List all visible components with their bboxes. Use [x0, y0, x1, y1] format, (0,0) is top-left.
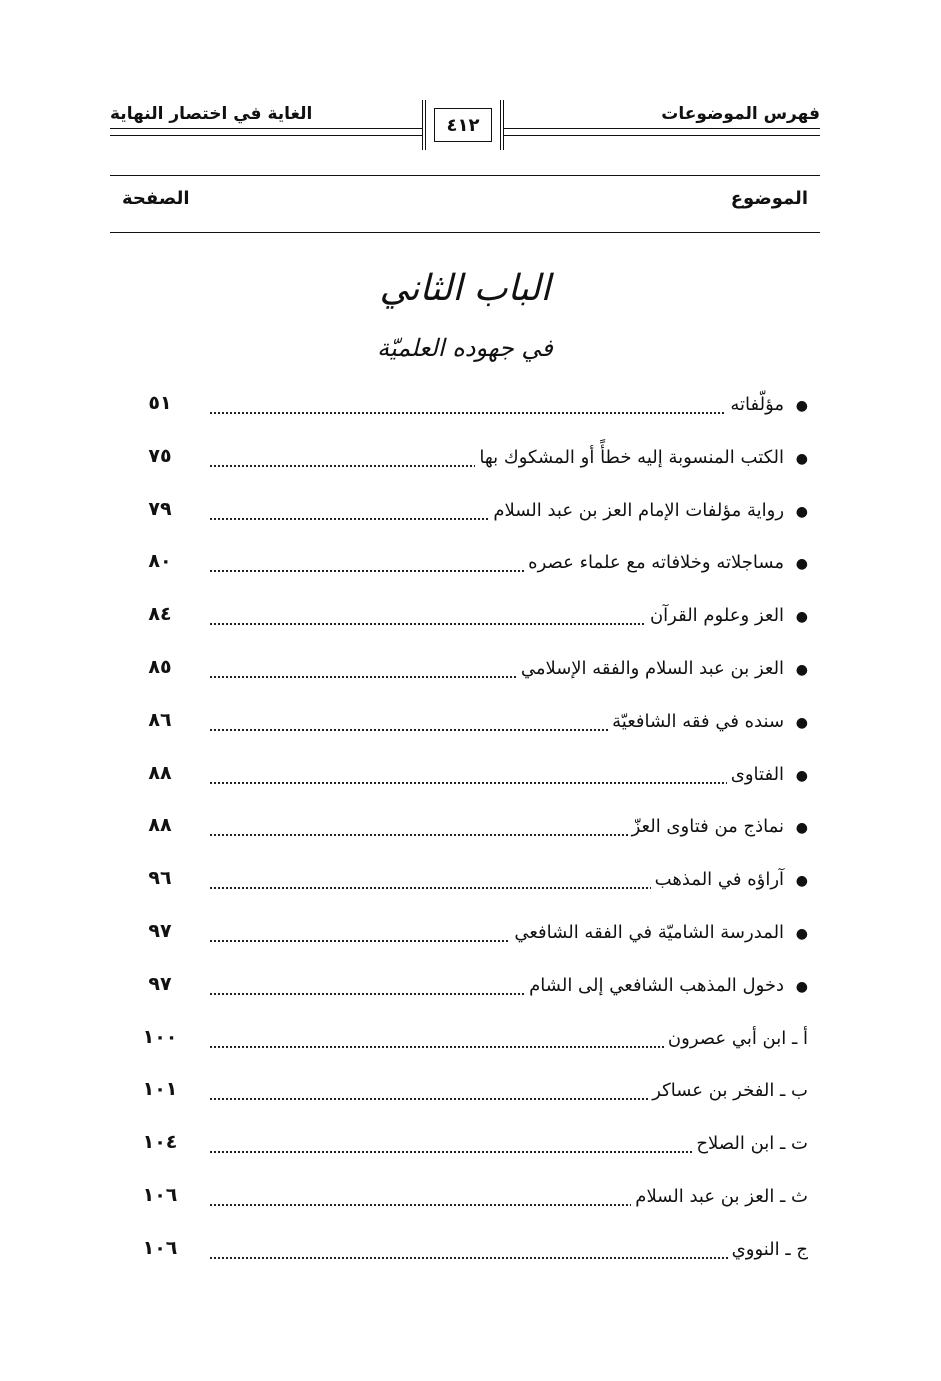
toc-entry [110, 914, 820, 967]
toc-entry [110, 492, 820, 545]
bullet-icon: ● [795, 767, 808, 784]
toc-entry-title [726, 394, 808, 415]
toc-entry-page-number: ٨٠ [148, 550, 172, 573]
toc-entry [110, 439, 820, 492]
toc-entry-label: نماذج من فتاوى العزّ [631, 816, 790, 838]
toc-entry-title [631, 1186, 808, 1207]
toc-entry-label: الكتب المنسوبة إليه خطأً أو المشكوك بها [479, 446, 790, 468]
bullet-icon: ● [795, 503, 808, 520]
toc-entry-label: الفتاوى [730, 763, 790, 785]
bullet-icon: ● [795, 450, 808, 467]
toc-entry-page-number: ٨٨ [148, 761, 172, 784]
running-head-section-title: فهرس الموضوعات [661, 104, 820, 124]
column-headers [110, 188, 820, 218]
header-rule [504, 128, 820, 129]
toc-entry-page-number: ١٠١ [142, 1078, 178, 1101]
toc-entry-page-number: ١٠٠ [142, 1025, 178, 1048]
header-rule [504, 135, 820, 136]
toc-entry [110, 756, 820, 809]
toc-entry-label: سنده في فقه الشافعيّة [612, 710, 790, 732]
toc-entry-page-number: ٨٨ [148, 814, 172, 837]
toc-entry-label: النووي [731, 1238, 786, 1260]
toc-entry-page-number: ١٠٦ [142, 1183, 178, 1206]
bullet-icon: ● [795, 925, 808, 942]
toc-entry-label: دخول المذهب الشافعي إلى الشام [529, 974, 790, 996]
toc-entry-page-number: ٩٧ [148, 919, 172, 942]
toc-entry-label: رواية مؤلفات الإمام العز بن عبد السلام [493, 499, 790, 521]
page-number: ٤١٢ [434, 108, 492, 142]
toc-entry-page-number: ٨٤ [148, 603, 172, 626]
bullet-icon: ● [795, 978, 808, 995]
toc-entry-label: المدرسة الشاميّة في الفقه الشافعي [514, 921, 790, 943]
header-rule [110, 135, 422, 136]
toc-entry-page-number: ٧٩ [148, 497, 172, 520]
toc-entry-page-number: ٨٥ [148, 655, 172, 678]
column-header-bottom-rule [110, 232, 820, 233]
toc-entry-page-number: ٨٦ [148, 708, 172, 731]
toc-entry [110, 703, 820, 756]
chapter-subtitle: في جهوده العلميّة [377, 334, 553, 362]
running-head-book-title: الغاية في اختصار النهاية [110, 104, 313, 124]
bullet-icon: ● [795, 820, 808, 837]
toc-entry-page-number: ٧٥ [148, 444, 172, 467]
toc-entry [110, 861, 820, 914]
toc-entry [110, 1178, 820, 1231]
header-rule [110, 128, 422, 129]
toc-entry-label: ابن الصلاح [696, 1133, 781, 1155]
toc-entry-title [525, 975, 808, 996]
entry-letter-marker: أ ـ [792, 1027, 808, 1049]
toc-entry [110, 650, 820, 703]
toc-entry-label: العز بن عبد السلام [635, 1185, 781, 1207]
dot-leader [210, 1257, 808, 1259]
bullet-icon: ● [795, 714, 808, 731]
toc-entry-title [475, 447, 808, 468]
toc-entry-label: آراؤه في المذهب [654, 869, 790, 891]
toc-entry-page-number: ١٠٦ [142, 1236, 178, 1259]
toc-entry-label: ابن أبي عصرون [667, 1027, 792, 1049]
toc-entry-page-number: ٥١ [148, 392, 172, 414]
toc-entry-title [651, 869, 808, 890]
toc-entry-title [648, 1080, 808, 1101]
toc-entry-title [489, 500, 808, 521]
page-number-frame [422, 100, 504, 150]
toc-entry-title [664, 1028, 808, 1049]
bullet-icon: ● [795, 661, 808, 678]
toc-entry-label: مؤلّفاته [730, 394, 790, 415]
toc-entry [110, 386, 820, 439]
dot-leader [210, 782, 808, 784]
toc-entry [110, 1072, 820, 1125]
toc-entry-label: العز بن عبد السلام والفقه الإسلامي [520, 657, 790, 679]
entry-letter-marker: ت ـ [780, 1133, 808, 1155]
page-column-header: الصفحة [122, 188, 190, 209]
toc-entry-title [646, 605, 808, 626]
toc-entry-label: الفخر بن عساكر [652, 1080, 781, 1102]
toc-page [110, 96, 820, 1260]
entry-letter-marker: ب ـ [780, 1080, 808, 1102]
bullet-icon: ● [795, 398, 808, 414]
toc-entry [110, 1125, 820, 1178]
running-head [110, 96, 820, 146]
bullet-icon: ● [795, 873, 808, 890]
toc-entries [110, 386, 820, 1284]
toc-entry [110, 808, 820, 861]
toc-entry-title [692, 1133, 808, 1154]
toc-entry-label: العز وعلوم القرآن [649, 605, 790, 627]
toc-entry [110, 544, 820, 597]
entry-letter-marker: ج ـ [785, 1238, 808, 1260]
toc-entry-title [517, 658, 808, 679]
toc-entry [110, 1231, 820, 1284]
toc-entry-page-number: ١٠٤ [142, 1131, 178, 1154]
toc-entry-title [728, 1239, 808, 1260]
dot-leader [210, 412, 808, 414]
entry-letter-marker: ث ـ [780, 1185, 808, 1207]
toc-entry-title [524, 552, 808, 573]
column-header-top-rule [110, 175, 820, 176]
toc-entry-title [510, 922, 808, 943]
toc-entry [110, 597, 820, 650]
toc-entry-title [628, 816, 808, 837]
subject-column-header: الموضوع [730, 188, 808, 209]
toc-entry [110, 967, 820, 1020]
chapter-title: الباب الثاني [379, 268, 551, 309]
bullet-icon: ● [795, 609, 808, 626]
toc-entry-title [727, 764, 808, 785]
toc-entry-page-number: ٩٦ [148, 867, 172, 890]
toc-entry-title [608, 711, 808, 732]
bullet-icon: ● [795, 556, 808, 573]
toc-entry [110, 1020, 820, 1073]
toc-entry-label: مساجلاته وخلافاته مع علماء عصره [528, 552, 790, 574]
toc-entry-page-number: ٩٧ [148, 972, 172, 995]
